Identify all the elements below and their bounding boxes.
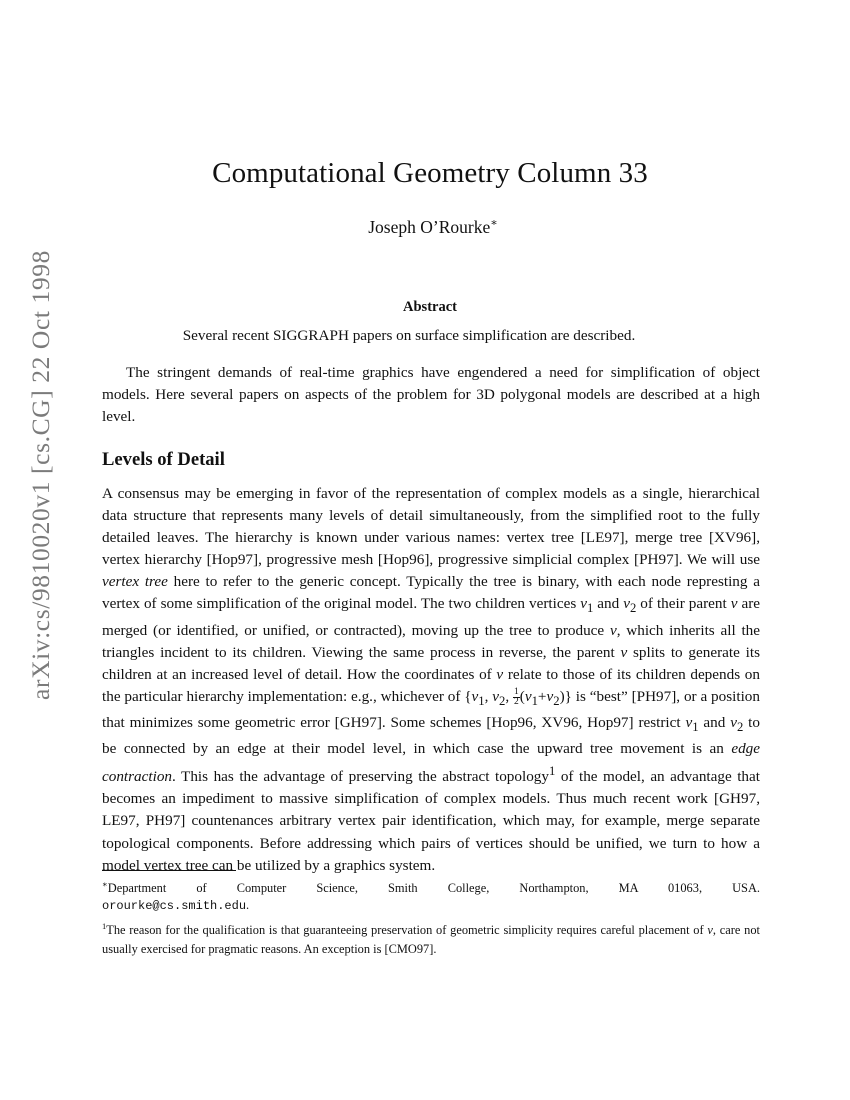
footnote-topology: $^1$The reason for the qualification is that guaranteeing preservation of geometric simplicity requires careful placement of v, care not usually exercised for pragmatic reasons. An exception is [CMO97]. xyxy=(102,921,760,957)
author-name: Joseph O’Rourke xyxy=(368,216,491,237)
author-footnote-mark: ∗ xyxy=(490,217,498,229)
author-line xyxy=(0,216,850,238)
footnotes xyxy=(102,875,760,959)
footnote-ref-1: 1 xyxy=(549,764,556,779)
abstract-heading: Abstract xyxy=(403,299,457,315)
section-paragraph: A consensus may be emerging in favor of the representation of complex models as a single, hierarchical data structure that represents many levels of detail simultaneously, from the simplified root to the fully detailed leaves. The hierarchy is known under various names: vertex tree [LE97], merge tree [XV96], vertex hierarchy [Hop97], progressive mesh [Hop96], progressive simplicial complex [PH97]. We will use vertex tree here to refer to the generic concept. Typically the tree is binary, with each node represting a vertex of some simplification of the original model. The two children vertices $v_1$ and $v_2$ of their parent v are merged (or identified, or unified, or contracted), moving up the tree to produce v, which inherits all the triangles incident to its children. Viewing the same process in reverse, the parent v splits to generate its children at an increased level of detail. How the coordinates of v relate to those of its children depends on the particular hierarchy implementation: e.g., whichever of {$v_1$, $v_2$, $\frac{1}{2}$ $(v_1+v_2)$} is “best” [PH97], or a position that minimizes some geometric error [GH97]. Some schemes [Hop96, XV96, Hop97] restrict $v_1$ and $v_2$ to be connected by an edge at their model level, in which case the upward tree movement is an edge contraction. This has the advantage of preserving the abstract topology$^1$ of the model, an advantage that becomes an impediment to massive simplification of complex models. Thus much recent work [GH97, LE97, PH97] countenances arbitrary vertex pair identification, which may, for example, merge separate topological components. Before addressing which pairs of vertices should be unified, we turn to how a model vertex tree can be utilized by a graphics system. xyxy=(102,485,761,874)
intro-paragraph: The stringent demands of real-time graphics have engendered a need for simplification of object models. Here several papers on aspects of the problem for 3D polygonal models are described at a high level. xyxy=(102,364,760,426)
abstract-text: Several recent SIGGRAPH papers on surface simplification are described. xyxy=(182,327,636,344)
term-vertex-tree: vertex tree xyxy=(102,573,168,591)
arxiv-identifier-text: arXiv:cs/9810020v1 [cs.CG] 22 Oct 1998 xyxy=(26,250,55,700)
paper-title: Computational Geometry Column 33 xyxy=(212,157,648,189)
term-edge-contraction: edge contraction xyxy=(102,740,760,786)
section-heading: Levels of Detail xyxy=(102,449,225,470)
footnote-affiliation: ∗Department of Computer Science, Smith College, Northampton, MA 01063, USA. xyxy=(102,879,760,896)
vertex-set-formula: {$v_1$, $v_2$, $\frac{1}{2}$ $(v_1+v_2)$} xyxy=(464,686,572,708)
fraction-one-half: $\frac{1}{2}$ xyxy=(514,686,519,707)
footnote-rule xyxy=(102,870,236,871)
footnote-email: orourke@cs.smith.edu. xyxy=(102,898,250,914)
